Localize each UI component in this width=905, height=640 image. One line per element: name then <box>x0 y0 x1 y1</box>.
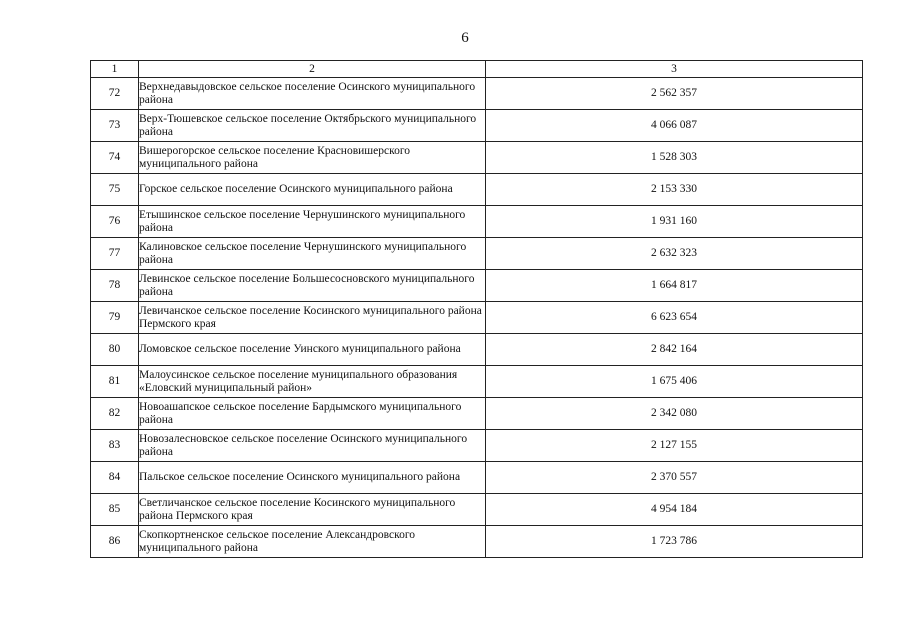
settlements-table <box>90 60 863 558</box>
amount-value: 2 842 164 <box>486 334 863 366</box>
table-row <box>91 238 863 270</box>
row-number: 78 <box>91 270 139 302</box>
table-row <box>91 398 863 430</box>
settlement-name: Ломовское сельское поселение Уинского муниципального района <box>139 334 486 366</box>
settlement-name: Левичанское сельское поселение Косинского муниципального района Пермского края <box>139 302 486 334</box>
amount-value: 1 528 303 <box>486 142 863 174</box>
table-row <box>91 334 863 366</box>
amount-value: 4 954 184 <box>486 494 863 526</box>
column-header-amount: 3 <box>486 61 863 78</box>
settlement-name: Левинское сельское поселение Большесосновского муниципального района <box>139 270 486 302</box>
settlement-name: Пальское сельское поселение Осинского муниципального района <box>139 462 486 494</box>
table-row <box>91 302 863 334</box>
settlement-name: Новоашапское сельское поселение Бардымского муниципального района <box>139 398 486 430</box>
table-header-row <box>91 61 863 78</box>
table-row <box>91 174 863 206</box>
row-number: 79 <box>91 302 139 334</box>
amount-value: 4 066 087 <box>486 110 863 142</box>
table-row <box>91 526 863 558</box>
table-row <box>91 142 863 174</box>
row-number: 84 <box>91 462 139 494</box>
table-row <box>91 270 863 302</box>
amount-value: 2 342 080 <box>486 398 863 430</box>
row-number: 80 <box>91 334 139 366</box>
amount-value: 1 675 406 <box>486 366 863 398</box>
settlement-name: Светличанское сельское поселение Косинского муниципального района Пермского края <box>139 494 486 526</box>
settlement-name: Горское сельское поселение Осинского муниципального района <box>139 174 486 206</box>
row-number: 82 <box>91 398 139 430</box>
table-row <box>91 110 863 142</box>
table-row <box>91 462 863 494</box>
table-row <box>91 494 863 526</box>
column-header-number: 1 <box>91 61 139 78</box>
table-row <box>91 366 863 398</box>
amount-value: 2 370 557 <box>486 462 863 494</box>
row-number: 83 <box>91 430 139 462</box>
row-number: 75 <box>91 174 139 206</box>
settlement-name: Скопкортненское сельское поселение Александровского муниципального района <box>139 526 486 558</box>
amount-value: 1 664 817 <box>486 270 863 302</box>
amount-value: 2 562 357 <box>486 78 863 110</box>
row-number: 73 <box>91 110 139 142</box>
table-row <box>91 206 863 238</box>
amount-value: 6 623 654 <box>486 302 863 334</box>
table-row <box>91 430 863 462</box>
row-number: 74 <box>91 142 139 174</box>
row-number: 77 <box>91 238 139 270</box>
row-number: 81 <box>91 366 139 398</box>
settlement-name: Етышинское сельское поселение Чернушинского муниципального района <box>139 206 486 238</box>
table-row <box>91 78 863 110</box>
settlement-name: Новозалесновское сельское поселение Осинского муниципального района <box>139 430 486 462</box>
settlement-name: Малоусинское сельское поселение муниципального образования «Еловский муниципальный район» <box>139 366 486 398</box>
settlement-name: Калиновское сельское поселение Чернушинского муниципального района <box>139 238 486 270</box>
amount-value: 2 153 330 <box>486 174 863 206</box>
row-number: 86 <box>91 526 139 558</box>
row-number: 85 <box>91 494 139 526</box>
settlement-name: Вишерогорское сельское поселение Красновишерского муниципального района <box>139 142 486 174</box>
amount-value: 1 931 160 <box>486 206 863 238</box>
page-number: 6 <box>461 30 469 46</box>
amount-value: 2 127 155 <box>486 430 863 462</box>
row-number: 72 <box>91 78 139 110</box>
column-header-name: 2 <box>139 61 486 78</box>
amount-value: 1 723 786 <box>486 526 863 558</box>
settlement-name: Верхнедавыдовское сельское поселение Осинского муниципального района <box>139 78 486 110</box>
amount-value: 2 632 323 <box>486 238 863 270</box>
row-number: 76 <box>91 206 139 238</box>
settlement-name: Верх-Тюшевское сельское поселение Октябрьского муниципального района <box>139 110 486 142</box>
